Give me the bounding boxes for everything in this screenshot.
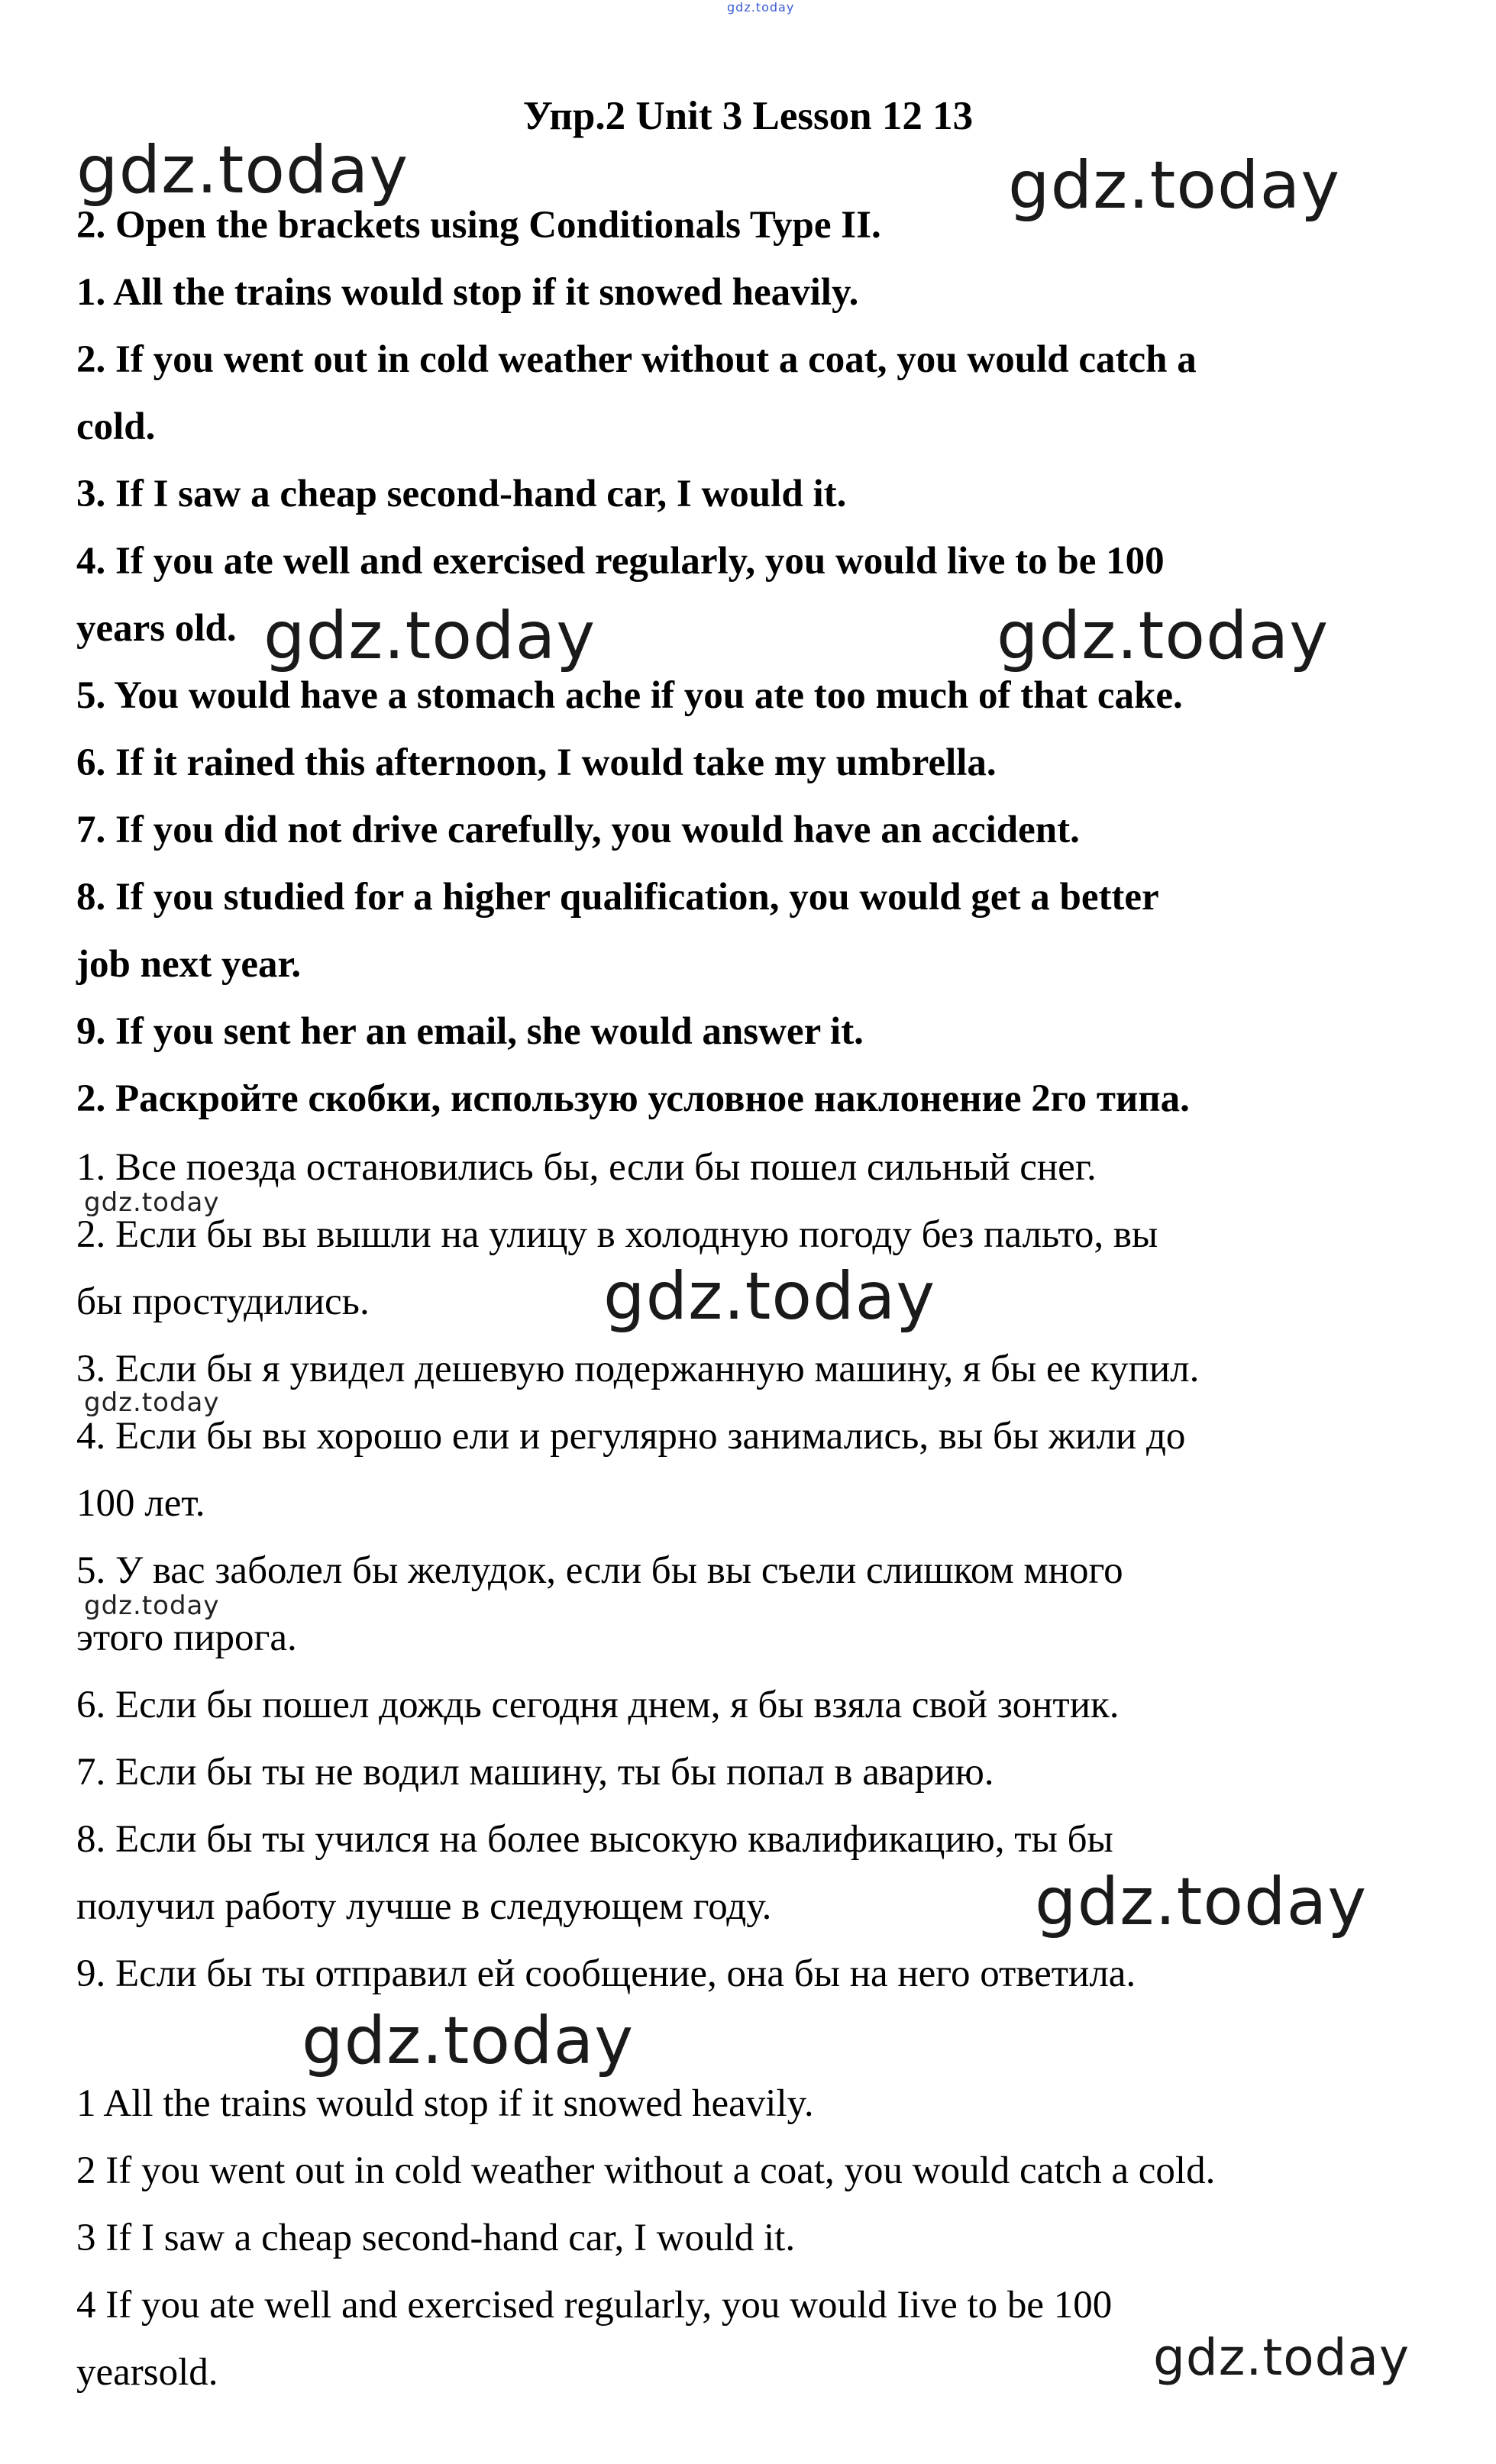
task-ru-line: этого пирога.	[76, 1616, 297, 1659]
page-title: Упр.2 Unit 3 Lesson 12 13	[522, 94, 974, 138]
task-en-line: 7. If you did not drive carefully, you would have an accident.	[76, 809, 1080, 851]
watermark: gdz.today	[84, 1387, 220, 1418]
task-en-line: years old.	[76, 607, 237, 650]
task-ru-line: 1. Все поезда остановились бы, если бы пошел сильный снег.	[76, 1146, 1097, 1189]
watermark: gdz.today	[302, 2003, 635, 2079]
task-ru-line: 6. Если бы пошел дождь сегодня днем, я бы взяла свой зонтик.	[76, 1684, 1120, 1726]
answer-line: 2 If you went out in cold weather without a coat, you would catch a cold.	[76, 2149, 1216, 2192]
task-en-line: cold.	[76, 405, 156, 448]
task-ru-line: 4. Если бы вы хорошо ели и регулярно занимались, вы бы жили до	[76, 1415, 1186, 1458]
answer-line: yearsold.	[76, 2351, 218, 2394]
task-ru-line: 2. Если бы вы вышли на улицу в холодную погоду без пальто, вы	[76, 1213, 1158, 1256]
task-ru-line: 3. Если бы я увидел дешевую подержанную машину, я бы ее купил.	[76, 1348, 1200, 1390]
watermark: gdz.today	[603, 1258, 936, 1335]
watermark: gdz.today	[997, 598, 1330, 674]
watermark: gdz.today	[1008, 147, 1341, 224]
task-en-line: job next year.	[76, 943, 302, 986]
task-ru-heading: 2. Раскройте скобки, использую условное наклонение 2го типа.	[76, 1077, 1190, 1120]
answer-line: 4 If you ate well and exercised regularly, you would Iive to be 100	[76, 2284, 1113, 2327]
watermark: gdz.today	[1035, 1864, 1368, 1940]
watermark: gdz.today	[76, 132, 409, 208]
task-en-line: 6. If it rained this afternoon, I would take my umbrella.	[76, 741, 997, 784]
task-en-line: 8. If you studied for a higher qualification, you would get a better	[76, 876, 1159, 919]
answer-line: 1 All the trains would stop if it snowed heavily.	[76, 2082, 814, 2125]
watermark: gdz.today	[263, 598, 596, 674]
watermark: gdz.today	[1153, 2328, 1410, 2387]
task-en-line: 3. If I saw a cheap second-hand car, I would it.	[76, 473, 847, 515]
watermark: gdz.today	[84, 1590, 220, 1621]
task-en-line: 1. All the trains would stop if it snowed heavily.	[76, 271, 859, 314]
watermark: gdz.today	[84, 1187, 220, 1218]
task-ru-line: 7. Если бы ты не водил машину, ты бы попал в аварию.	[76, 1751, 994, 1794]
task-ru-line: получил работу лучше в следующем году.	[76, 1885, 772, 1928]
task-en-heading: 2. Open the brackets using Conditionals Type II.	[76, 204, 881, 247]
task-en-line: 4. If you ate well and exercised regularly, you would live to be 100	[76, 540, 1165, 583]
task-ru-line: 100 лет.	[76, 1482, 205, 1525]
task-ru-line: бы простудились.	[76, 1280, 370, 1323]
top-watermark: gdz.today	[727, 0, 795, 15]
task-en-line: 9. If you sent her an email, she would answer it.	[76, 1010, 864, 1053]
task-en-line: 2. If you went out in cold weather without a coat, you would catch a	[76, 338, 1197, 381]
task-en-line: 5. You would have a stomach ache if you ate too much of that cake.	[76, 674, 1183, 717]
task-ru-line: 5. У вас заболел бы желудок, если бы вы съели слишком много	[76, 1549, 1123, 1592]
answer-line: 3 If I saw a cheap second-hand car, I would it.	[76, 2217, 796, 2259]
task-ru-line: 8. Если бы ты учился на более высокую квалификацию, ты бы	[76, 1818, 1113, 1861]
task-ru-line: 9. Если бы ты отправил ей сообщение, она бы на него ответила.	[76, 1952, 1136, 1995]
